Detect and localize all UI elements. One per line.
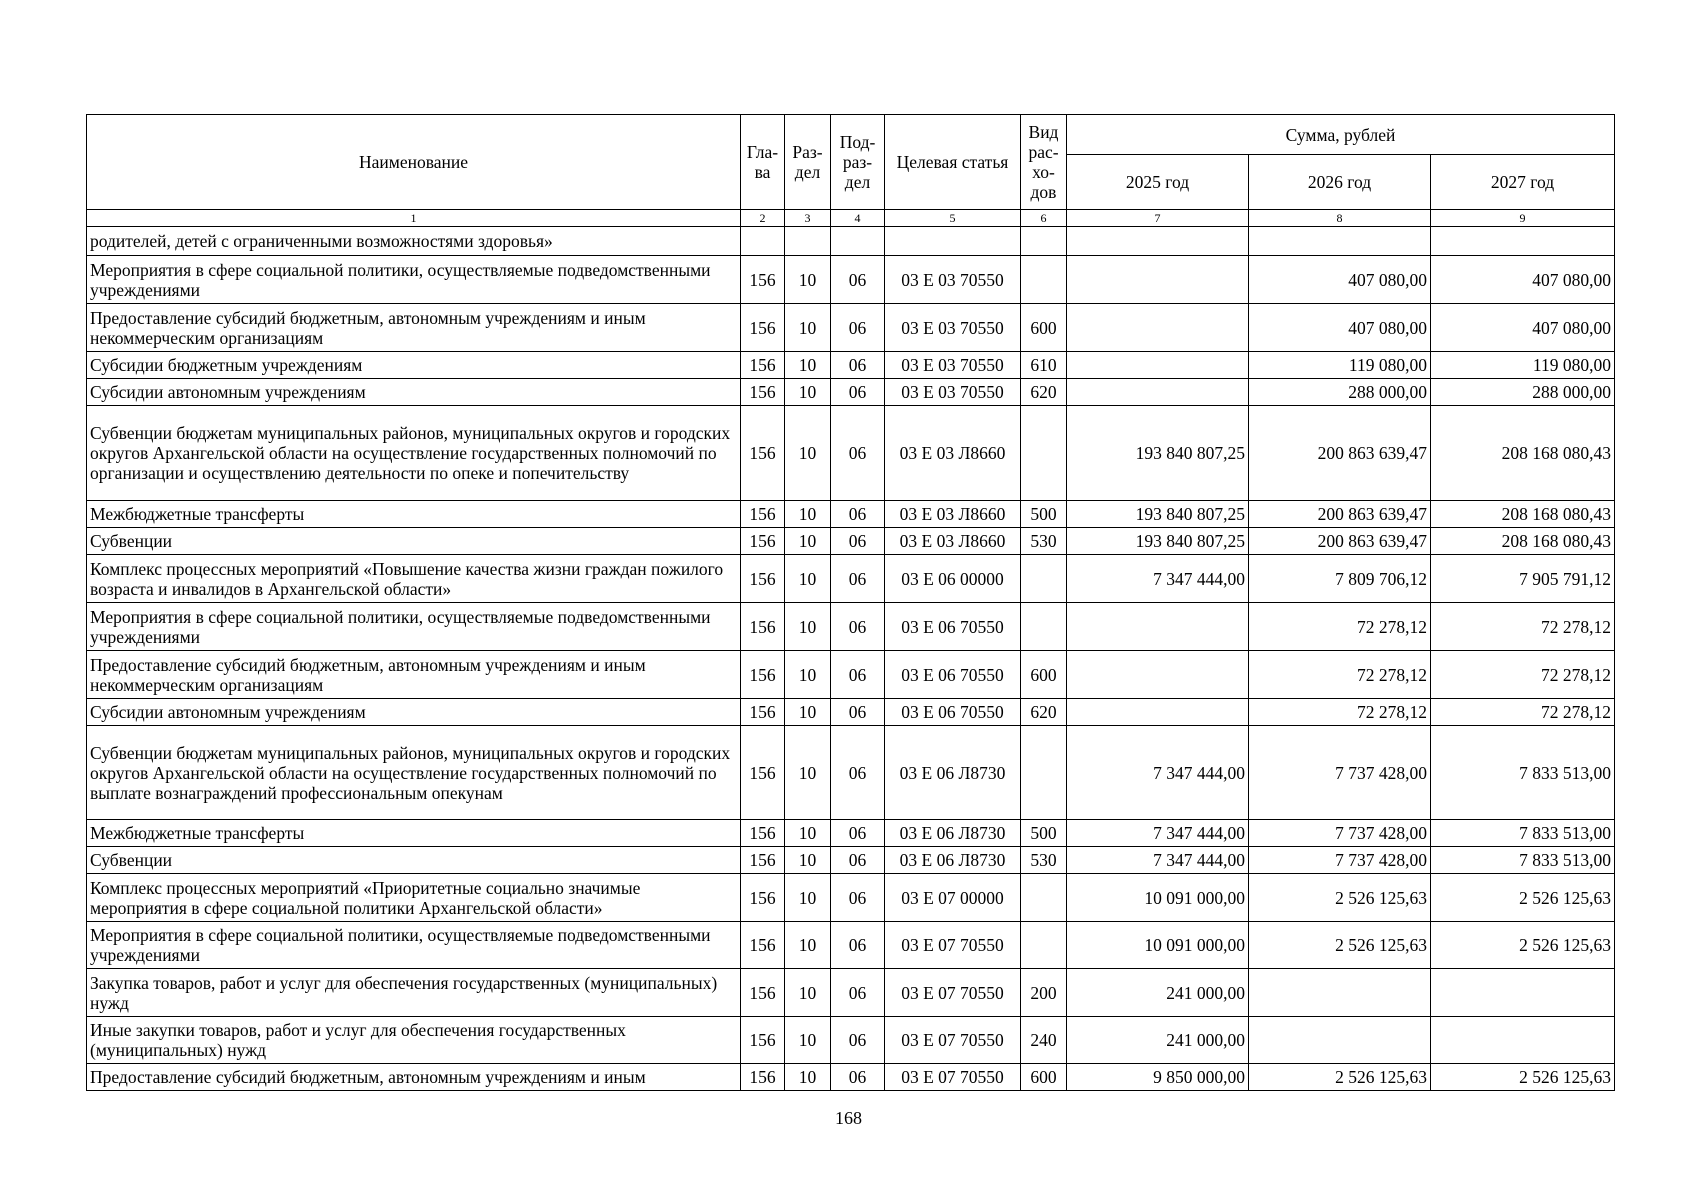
row-amount-2027: 119 080,00 [1431,352,1615,379]
row-target-article: 03 Е 06 70550 [885,651,1021,699]
row-name: Субвенции [87,847,741,874]
row-subsection: 06 [831,820,885,847]
row-amount-2025 [1067,256,1249,304]
row-chapter: 156 [741,847,785,874]
row-amount-2026: 119 080,00 [1249,352,1431,379]
row-amount-2026: 7 737 428,00 [1249,847,1431,874]
table-row [87,406,1615,501]
row-name: Мероприятия в сфере социальной политики, осуществляемые подведомственными учреждениями [87,922,741,969]
header-amount: Сумма, рублей [1067,115,1615,155]
row-target-article: 03 Е 03 Л8660 [885,528,1021,555]
row-amount-2025 [1067,699,1249,726]
row-amount-2027: 2 526 125,63 [1431,1064,1615,1091]
row-target-article: 03 Е 03 70550 [885,256,1021,304]
row-subsection: 06 [831,922,885,969]
row-amount-2026 [1249,969,1431,1017]
row-amount-2026: 407 080,00 [1249,256,1431,304]
row-amount-2025: 241 000,00 [1067,1017,1249,1064]
column-number: 5 [885,210,1021,227]
row-amount-2026: 7 737 428,00 [1249,726,1431,820]
column-number: 9 [1431,210,1615,227]
row-expense-type: 620 [1021,699,1067,726]
row-subsection: 06 [831,304,885,352]
table-row [87,379,1615,406]
row-name: Межбюджетные трансферты [87,820,741,847]
row-expense-type [1021,555,1067,603]
row-chapter: 156 [741,726,785,820]
row-subsection: 06 [831,699,885,726]
row-chapter: 156 [741,969,785,1017]
row-amount-2027: 288 000,00 [1431,379,1615,406]
row-chapter: 156 [741,651,785,699]
row-chapter: 156 [741,874,785,922]
column-number: 1 [87,210,741,227]
row-section: 10 [785,1064,831,1091]
row-section: 10 [785,406,831,501]
row-amount-2025: 193 840 807,25 [1067,406,1249,501]
row-amount-2027: 2 526 125,63 [1431,874,1615,922]
row-chapter [741,227,785,256]
row-expense-type [1021,603,1067,651]
row-amount-2025: 241 000,00 [1067,969,1249,1017]
row-expense-type [1021,256,1067,304]
row-amount-2027 [1431,969,1615,1017]
row-expense-type [1021,406,1067,501]
row-name: Субсидии автономным учреждениям [87,379,741,406]
row-amount-2026 [1249,227,1431,256]
row-amount-2026: 200 863 639,47 [1249,528,1431,555]
row-name: Закупка товаров, работ и услуг для обеспечения государственных (муниципальных) нужд [87,969,741,1017]
row-target-article: 03 Е 03 Л8660 [885,501,1021,528]
row-target-article: 03 Е 07 00000 [885,874,1021,922]
row-expense-type [1021,874,1067,922]
row-amount-2027: 7 833 513,00 [1431,820,1615,847]
budget-table [86,114,1615,1091]
table-body [87,227,1615,1091]
row-section: 10 [785,555,831,603]
row-chapter: 156 [741,555,785,603]
header-chapter: Гла-ва [741,115,785,210]
row-subsection: 06 [831,352,885,379]
column-number: 8 [1249,210,1431,227]
row-amount-2025 [1067,352,1249,379]
row-subsection: 06 [831,528,885,555]
row-target-article: 03 Е 07 70550 [885,922,1021,969]
row-expense-type [1021,726,1067,820]
table-row [87,555,1615,603]
row-section: 10 [785,1017,831,1064]
row-subsection: 06 [831,847,885,874]
row-subsection: 06 [831,501,885,528]
row-expense-type: 610 [1021,352,1067,379]
row-amount-2025 [1067,227,1249,256]
row-target-article: 03 Е 06 70550 [885,699,1021,726]
row-expense-type: 240 [1021,1017,1067,1064]
row-amount-2025: 7 347 444,00 [1067,555,1249,603]
row-amount-2026: 72 278,12 [1249,699,1431,726]
header-name: Наименование [87,115,741,210]
row-target-article: 03 Е 03 70550 [885,379,1021,406]
row-section: 10 [785,304,831,352]
row-amount-2026: 200 863 639,47 [1249,501,1431,528]
row-target-article: 03 Е 06 70550 [885,603,1021,651]
row-amount-2026: 7 737 428,00 [1249,820,1431,847]
row-chapter: 156 [741,699,785,726]
row-subsection: 06 [831,726,885,820]
row-expense-type: 200 [1021,969,1067,1017]
row-subsection: 06 [831,651,885,699]
table-row [87,501,1615,528]
row-amount-2026: 7 809 706,12 [1249,555,1431,603]
row-amount-2027: 7 833 513,00 [1431,847,1615,874]
column-number: 7 [1067,210,1249,227]
table-row [87,651,1615,699]
row-name: Комплекс процессных мероприятий «Повышение качества жизни граждан пожилого возраста и инвалидов в Архангельской области» [87,555,741,603]
row-target-article: 03 Е 07 70550 [885,969,1021,1017]
header-year-2027: 2027 год [1431,155,1615,210]
row-section: 10 [785,352,831,379]
row-subsection: 06 [831,406,885,501]
row-name: родителей, детей с ограниченными возможностями здоровья» [87,227,741,256]
row-target-article: 03 Е 06 Л8730 [885,726,1021,820]
row-amount-2027: 72 278,12 [1431,651,1615,699]
table-row [87,256,1615,304]
row-expense-type: 620 [1021,379,1067,406]
row-name: Субвенции бюджетам муниципальных районов, муниципальных округов и городских округов Архангельской области на осуществление государственных полномочий по выплате вознаграждений профессиональным опекунам [87,726,741,820]
column-number: 3 [785,210,831,227]
row-chapter: 156 [741,820,785,847]
row-subsection: 06 [831,1064,885,1091]
row-name: Мероприятия в сфере социальной политики, осуществляемые подведомственными учреждениями [87,256,741,304]
row-section: 10 [785,603,831,651]
row-chapter: 156 [741,406,785,501]
row-chapter: 156 [741,528,785,555]
table-row [87,726,1615,820]
row-amount-2027: 208 168 080,43 [1431,406,1615,501]
row-amount-2027: 208 168 080,43 [1431,501,1615,528]
table-row [87,969,1615,1017]
row-subsection: 06 [831,555,885,603]
table-row [87,227,1615,256]
header-section: Раз-дел [785,115,831,210]
row-amount-2025: 10 091 000,00 [1067,922,1249,969]
row-amount-2026: 288 000,00 [1249,379,1431,406]
row-subsection: 06 [831,874,885,922]
column-number: 6 [1021,210,1067,227]
row-amount-2026: 72 278,12 [1249,651,1431,699]
row-amount-2025: 9 850 000,00 [1067,1064,1249,1091]
row-amount-2025 [1067,379,1249,406]
row-name: Субвенции [87,528,741,555]
row-amount-2027: 7 905 791,12 [1431,555,1615,603]
row-expense-type: 500 [1021,820,1067,847]
row-expense-type: 500 [1021,501,1067,528]
row-amount-2026 [1249,1017,1431,1064]
row-expense-type: 600 [1021,1064,1067,1091]
row-target-article: 03 Е 03 70550 [885,352,1021,379]
row-chapter: 156 [741,922,785,969]
row-amount-2027: 72 278,12 [1431,699,1615,726]
row-amount-2027: 407 080,00 [1431,304,1615,352]
row-section: 10 [785,820,831,847]
row-name: Иные закупки товаров, работ и услуг для обеспечения государственных (муниципальных) нужд [87,1017,741,1064]
row-section: 10 [785,847,831,874]
table-row [87,847,1615,874]
row-amount-2027: 407 080,00 [1431,256,1615,304]
table-row [87,603,1615,651]
row-target-article: 03 Е 03 Л8660 [885,406,1021,501]
row-amount-2026: 200 863 639,47 [1249,406,1431,501]
header-target-article: Целевая статья [885,115,1021,210]
row-section: 10 [785,651,831,699]
row-subsection: 06 [831,379,885,406]
row-chapter: 156 [741,501,785,528]
row-target-article: 03 Е 06 00000 [885,555,1021,603]
row-name: Межбюджетные трансферты [87,501,741,528]
row-subsection: 06 [831,969,885,1017]
row-amount-2025 [1067,603,1249,651]
row-chapter: 156 [741,256,785,304]
header-year-2026: 2026 год [1249,155,1431,210]
row-chapter: 156 [741,1017,785,1064]
row-amount-2027: 7 833 513,00 [1431,726,1615,820]
table-row [87,820,1615,847]
row-subsection: 06 [831,1017,885,1064]
row-expense-type: 530 [1021,528,1067,555]
table-row [87,528,1615,555]
row-amount-2025 [1067,304,1249,352]
row-target-article: 03 Е 03 70550 [885,304,1021,352]
table-row [87,304,1615,352]
header-year-2025: 2025 год [1067,155,1249,210]
row-section [785,227,831,256]
row-amount-2025: 193 840 807,25 [1067,528,1249,555]
row-section: 10 [785,969,831,1017]
row-name: Комплекс процессных мероприятий «Приоритетные социально значимые мероприятия в сфере социальной политики Архангельской области» [87,874,741,922]
row-amount-2027 [1431,1017,1615,1064]
row-amount-2025: 193 840 807,25 [1067,501,1249,528]
row-target-article: 03 Е 06 Л8730 [885,847,1021,874]
row-section: 10 [785,699,831,726]
row-amount-2026: 2 526 125,63 [1249,922,1431,969]
row-name: Субвенции бюджетам муниципальных районов, муниципальных округов и городских округов Архангельской области на осуществление государственных полномочий по организации и осуществлению деятельности по опеке и попечительству [87,406,741,501]
row-amount-2025: 7 347 444,00 [1067,820,1249,847]
row-chapter: 156 [741,379,785,406]
table-row [87,874,1615,922]
table-row [87,699,1615,726]
row-expense-type: 530 [1021,847,1067,874]
row-name: Мероприятия в сфере социальной политики, осуществляемые подведомственными учреждениями [87,603,741,651]
row-chapter: 156 [741,352,785,379]
row-amount-2025: 7 347 444,00 [1067,847,1249,874]
row-target-article [885,227,1021,256]
row-amount-2025: 7 347 444,00 [1067,726,1249,820]
row-target-article: 03 Е 07 70550 [885,1017,1021,1064]
row-subsection: 06 [831,603,885,651]
row-subsection [831,227,885,256]
row-target-article: 03 Е 06 Л8730 [885,820,1021,847]
row-subsection: 06 [831,256,885,304]
table-row [87,352,1615,379]
column-number: 4 [831,210,885,227]
row-name: Субсидии автономным учреждениям [87,699,741,726]
row-section: 10 [785,501,831,528]
column-number: 2 [741,210,785,227]
table-row [87,1064,1615,1091]
row-chapter: 156 [741,304,785,352]
row-amount-2027 [1431,227,1615,256]
row-name: Предоставление субсидий бюджетным, автономным учреждениям и иным некоммерческим организациям [87,651,741,699]
row-expense-type: 600 [1021,304,1067,352]
header-subsection: Под-раз-дел [831,115,885,210]
table-row [87,1017,1615,1064]
row-amount-2027: 2 526 125,63 [1431,922,1615,969]
row-amount-2025: 10 091 000,00 [1067,874,1249,922]
row-section: 10 [785,922,831,969]
row-name: Субсидии бюджетным учреждениям [87,352,741,379]
row-name: Предоставление субсидий бюджетным, автономным учреждениям и иным [87,1064,741,1091]
row-section: 10 [785,726,831,820]
row-amount-2026: 407 080,00 [1249,304,1431,352]
table-row [87,922,1615,969]
row-section: 10 [785,528,831,555]
row-target-article: 03 Е 07 70550 [885,1064,1021,1091]
row-section: 10 [785,379,831,406]
row-expense-type [1021,227,1067,256]
row-chapter: 156 [741,1064,785,1091]
row-name: Предоставление субсидий бюджетным, автономным учреждениям и иным некоммерческим организациям [87,304,741,352]
row-amount-2026: 72 278,12 [1249,603,1431,651]
row-expense-type [1021,922,1067,969]
row-amount-2027: 208 168 080,43 [1431,528,1615,555]
row-amount-2027: 72 278,12 [1431,603,1615,651]
row-section: 10 [785,874,831,922]
row-amount-2025 [1067,651,1249,699]
row-section: 10 [785,256,831,304]
row-amount-2026: 2 526 125,63 [1249,874,1431,922]
row-expense-type: 600 [1021,651,1067,699]
row-chapter: 156 [741,603,785,651]
header-expense-type: Вид рас-хо-дов [1021,115,1067,210]
page-number: 168 [835,1108,862,1128]
row-amount-2026: 2 526 125,63 [1249,1064,1431,1091]
